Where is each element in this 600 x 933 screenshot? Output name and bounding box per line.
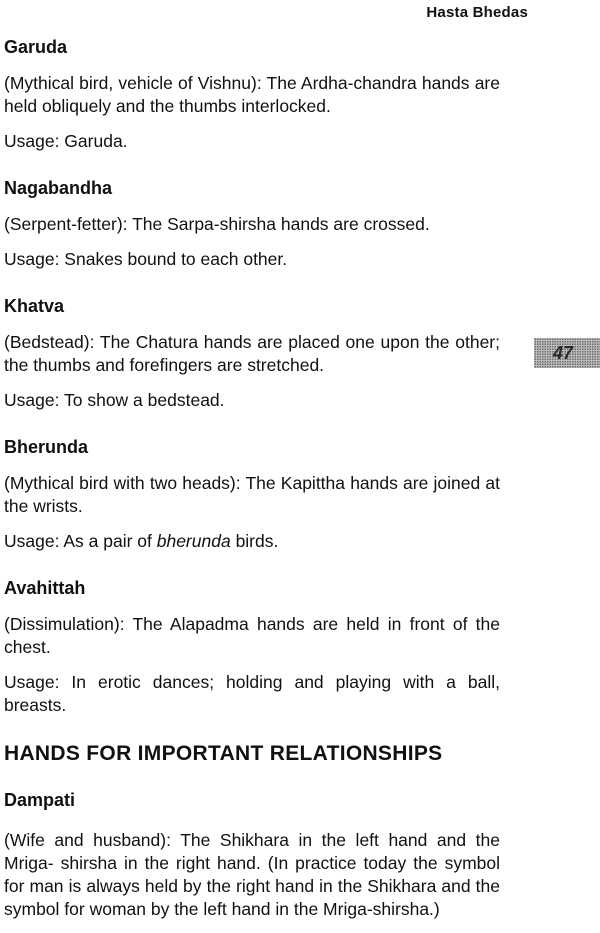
- entry-description: (Wife and husband): The Shikhara in the left hand and the Mriga- shirsha in the right hand. (In practice today the symbol for man is always held by the right hand in the Shikhara and the symbol for woman by the left hand in the Mriga-shirsha.): [4, 830, 500, 919]
- entry-description: (Dissimulation): The Alapadma hands are held in front of the chest.: [4, 614, 500, 657]
- entry-bherunda: [4, 436, 500, 553]
- entry-description: (Serpent-fetter): The Sarpa-shirsha hands are crossed.: [4, 214, 430, 234]
- entry-title: Avahittah: [4, 578, 86, 598]
- page-content: [4, 36, 500, 933]
- entry-usage: Usage: In erotic dances; holding and playing with a ball, breasts.: [4, 672, 500, 715]
- entry-usage: [4, 530, 500, 553]
- entry-avahittah: [4, 577, 500, 717]
- entry-usage: Usage: To show a bedstead.: [4, 390, 225, 410]
- entry-title: Bherunda: [4, 437, 89, 457]
- entry-description: (Mythical bird with two heads): The Kapittha hands are joined at the wrists.: [4, 473, 500, 516]
- running-header: Hasta Bhedas: [426, 4, 528, 21]
- entry-usage: Usage: Garuda.: [4, 131, 128, 151]
- usage-italic-term: bherunda: [156, 531, 231, 551]
- entry-title: Nagabandha: [4, 178, 113, 198]
- entry-khatva: [4, 295, 500, 412]
- entry-garuda: [4, 36, 500, 153]
- section-heading: HANDS FOR IMPORTANT RELATIONSHIPS: [4, 742, 443, 765]
- entry-title: Dampati: [4, 790, 76, 810]
- entry-dampati: [4, 789, 500, 921]
- page-number-tab: [534, 338, 600, 368]
- entry-nagabandha: [4, 177, 500, 271]
- entry-title: Khatva: [4, 296, 65, 316]
- entry-description: (Mythical bird, vehicle of Vishnu): The Ardha-chandra hands are held obliquely and the thumbs interlocked.: [4, 73, 500, 116]
- entry-usage: Usage: Snakes bound to each other.: [4, 249, 288, 269]
- page-number: 47: [552, 342, 574, 363]
- entry-title: Garuda: [4, 37, 68, 57]
- usage-prefix: Usage: As a pair of: [4, 531, 157, 551]
- usage-suffix: birds.: [230, 531, 279, 551]
- entry-description: (Bedstead): The Chatura hands are placed one upon the other; the thumbs and forefingers are stretched.: [4, 332, 500, 375]
